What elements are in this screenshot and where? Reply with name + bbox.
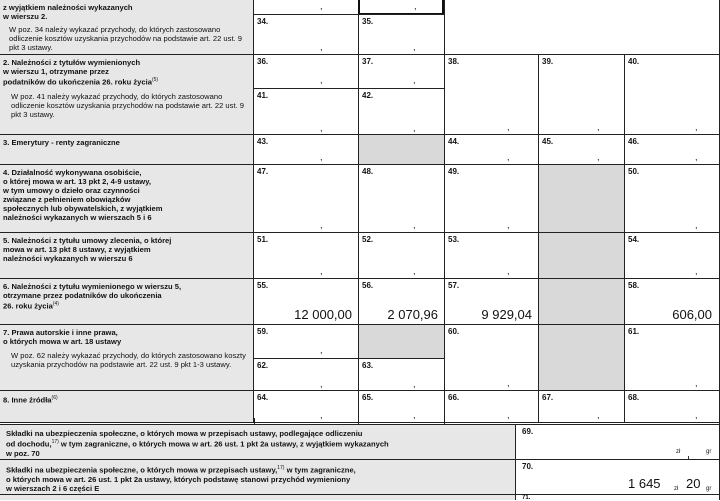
field-blocked-r4	[538, 165, 624, 233]
row-8	[0, 390, 720, 423]
field-37[interactable]	[358, 55, 444, 88]
comma: ,	[597, 152, 600, 162]
row-1	[0, 0, 720, 54]
field-55-value: 12 000,00	[294, 307, 352, 322]
field-69-gr: gr	[706, 449, 712, 455]
field-68[interactable]	[624, 391, 720, 423]
comma: ,	[597, 410, 600, 420]
field-57-value: 9 929,04	[481, 307, 532, 322]
field-44-number: 44.	[448, 137, 460, 146]
row-5-title: 5. Należności z tytułu umowy zlecenia, o której mowa w art. 13 pkt 8 ustawy, z wyjątkiem należności wykazanych w wierszu 6	[3, 236, 172, 263]
divider-tick	[444, 418, 445, 424]
comma: ,	[695, 122, 698, 132]
comma: ,	[695, 378, 698, 388]
comma: ,	[413, 75, 416, 85]
row-3-title: 3. Emerytury - renty zagraniczne	[3, 138, 120, 147]
field-61-number: 61.	[628, 327, 640, 336]
field-67-number: 67.	[542, 393, 554, 402]
field-53-number: 53.	[448, 235, 460, 244]
field-47-number: 47.	[257, 167, 269, 176]
field-51-number: 51.	[257, 235, 269, 244]
field-68-number: 68.	[628, 393, 640, 402]
field-61[interactable]	[624, 325, 720, 391]
bottom-row-70	[0, 459, 720, 494]
field-54[interactable]	[624, 233, 720, 279]
field-33-prev[interactable]	[254, 0, 358, 13]
comma: ,	[320, 266, 323, 276]
row-7-note: W poz. 62 należy wykazać przychody, do których zastosowano koszty uzyskania przychodów na podstawie art. 22 ust. 9 pkt 1-3 ustawy.	[11, 351, 246, 369]
row-4-title: 4. Działalność wykonywana osobiście, o której mowa w art. 13 pkt 2, 4-9 ustawy, w tym umowy o dzieło oraz czynności związane z pełnieniem obowiązków społecznych lub obywatelskich, z wyjątkiem należności wykazanych w wierszach 5 i 6	[3, 168, 163, 222]
contrib-69-text-b: w tym zagraniczne, o których mowa w art. 26 ust. 1 pkt 2a ustawy, z wyjątkiem wykazanych w poz. 70	[6, 439, 389, 458]
field-50-number: 50.	[628, 167, 640, 176]
field-60[interactable]	[444, 325, 538, 391]
field-56[interactable]	[358, 279, 444, 325]
field-blocked-r5	[538, 233, 624, 279]
comma: ,	[414, 1, 417, 11]
field-39[interactable]	[538, 55, 624, 135]
field-62[interactable]	[254, 358, 358, 391]
row-3-label	[0, 135, 254, 165]
comma: ,	[320, 123, 323, 133]
field-70[interactable]	[516, 460, 720, 495]
field-blocked-r7a	[358, 325, 444, 358]
field-34-number: 34.	[257, 17, 269, 26]
row-4-label	[0, 165, 254, 233]
row-7-title: 7. Prawa autorskie i inne prawa, o których mowa w art. 18 ustawy	[3, 328, 122, 346]
field-blocked-r3	[358, 135, 444, 165]
row-8-title-text: 8. Inne źródła	[3, 395, 52, 405]
field-blocked-r7b	[538, 325, 624, 391]
row-8-footnote: (6)	[51, 395, 58, 401]
field-53[interactable]	[444, 233, 538, 279]
row-1-title: z wyjątkiem należności wykazanych w wierszu 2.	[3, 3, 133, 21]
comma: ,	[413, 220, 416, 230]
field-37-number: 37.	[362, 57, 374, 66]
field-49[interactable]	[444, 165, 538, 233]
field-63[interactable]	[358, 358, 444, 391]
field-38-number: 38.	[448, 57, 460, 66]
field-blocked-r6	[538, 279, 624, 325]
contrib-70-footnote: 17)	[277, 465, 285, 471]
field-43-number: 43.	[257, 137, 269, 146]
field-44[interactable]	[444, 135, 538, 165]
field-69-zl: zł	[676, 449, 681, 455]
row-6-footnote: (4)	[52, 301, 59, 307]
row-1-note: W poz. 34 należy wykazać przychody, do których zastosowano odliczenie kosztów uzyskania przychodów na podstawie art. 22 ust. 9 pkt 3 ustawy.	[9, 25, 242, 52]
field-42-number: 42.	[362, 91, 374, 100]
field-60-number: 60.	[448, 327, 460, 336]
field-40[interactable]	[624, 55, 720, 135]
row-6-title	[3, 282, 249, 311]
field-67[interactable]	[538, 391, 624, 423]
field-70-gr-value: 20	[686, 476, 701, 491]
comma: ,	[413, 266, 416, 276]
field-35-number: 35.	[362, 17, 374, 26]
field-65[interactable]	[358, 391, 444, 423]
row-5	[0, 232, 720, 279]
field-35[interactable]	[358, 14, 444, 54]
field-55[interactable]	[254, 279, 358, 325]
comma: ,	[413, 379, 416, 389]
field-62-number: 62.	[257, 361, 269, 370]
field-42[interactable]	[358, 88, 444, 135]
field-46-number: 46.	[628, 137, 640, 146]
field-71-number: 71.	[522, 495, 531, 501]
field-39-number: 39.	[542, 57, 554, 66]
comma: ,	[413, 410, 416, 420]
contrib-69-text-a: Składki na ubezpieczenia społeczne, o których mowa w przepisach ustawy, podlegające odliczeniu od dochodu,	[6, 429, 363, 449]
contrib-69-footnote: 17)	[51, 439, 59, 446]
comma: ,	[695, 220, 698, 230]
row-6-label	[0, 279, 254, 325]
field-58[interactable]	[624, 279, 720, 325]
comma: ,	[320, 220, 323, 230]
row-7	[0, 324, 720, 391]
field-43[interactable]	[254, 135, 358, 165]
comma: ,	[507, 378, 510, 388]
bottom-row-69	[0, 424, 720, 459]
field-66[interactable]	[444, 391, 538, 423]
field-36[interactable]	[254, 55, 358, 88]
row-3	[0, 134, 720, 165]
field-41-number: 41.	[257, 91, 269, 100]
field-59[interactable]	[254, 325, 358, 358]
field-64-number: 64.	[257, 393, 269, 402]
field-52-number: 52.	[362, 235, 374, 244]
field-56-number: 56.	[362, 281, 374, 290]
row-1-label	[0, 0, 254, 54]
field-64[interactable]	[254, 391, 358, 423]
field-70-zl-value: 1 645	[628, 476, 661, 491]
field-38[interactable]	[444, 55, 538, 135]
row-2-title-text: 2. Należności z tytułów wymienionych w wierszu 1, otrzymane przez podatników do ukończenia 26. roku życia	[3, 58, 152, 87]
row-5-label	[0, 233, 254, 279]
comma: ,	[320, 42, 323, 52]
comma: ,	[320, 75, 323, 85]
bottom-row-70-label	[0, 460, 516, 494]
comma: ,	[413, 123, 416, 133]
field-70-zl: zł	[674, 486, 679, 492]
field-51[interactable]	[254, 233, 358, 279]
bottom-row-69-label	[0, 425, 516, 459]
comma: ,	[695, 266, 698, 276]
comma: ,	[320, 345, 323, 355]
comma: ,	[507, 266, 510, 276]
field-59-number: 59.	[257, 327, 269, 336]
comma: ,	[695, 152, 698, 162]
field-69[interactable]	[516, 425, 720, 460]
field-48[interactable]	[358, 165, 444, 233]
field-40-number: 40.	[628, 57, 640, 66]
field-58-value: 606,00	[672, 307, 712, 322]
comma: ,	[597, 122, 600, 132]
field-66-number: 66.	[448, 393, 460, 402]
comma: ,	[320, 1, 323, 11]
row-8-label	[0, 391, 254, 423]
row-2	[0, 54, 720, 135]
comma: ,	[695, 410, 698, 420]
row-8-title	[3, 394, 249, 405]
row-2-label	[0, 55, 254, 135]
comma: ,	[507, 220, 510, 230]
row-1-right-area	[444, 0, 720, 54]
comma: ,	[507, 410, 510, 420]
field-65-number: 65.	[362, 393, 374, 402]
bottom-row-71-label	[0, 495, 516, 500]
field-63-number: 63.	[362, 361, 374, 370]
comma: ,	[507, 122, 510, 132]
field-46[interactable]	[624, 135, 720, 165]
field-41[interactable]	[254, 88, 358, 135]
field-50[interactable]	[624, 165, 720, 233]
field-55-number: 55.	[257, 281, 269, 290]
field-52[interactable]	[358, 233, 444, 279]
field-45[interactable]	[538, 135, 624, 165]
field-70-gr: gr	[706, 486, 712, 492]
row-2-footnote: (5)	[151, 77, 159, 83]
comma: ,	[507, 152, 510, 162]
bottom-row-71	[0, 494, 720, 500]
field-48-number: 48.	[362, 167, 374, 176]
divider-tick	[254, 418, 255, 424]
divider-tick	[358, 418, 359, 424]
field-71[interactable]	[516, 495, 720, 501]
row-6	[0, 278, 720, 325]
row-6-title-text: 6. Należności z tytułu wymienionego w wierszu 5, otrzymane przez podatników do ukończenia 26. roku życia	[3, 282, 182, 311]
row-7-label	[0, 325, 254, 391]
field-58-number: 58.	[628, 281, 640, 290]
row-2-note: W poz. 41 należy wykazać przychody, do których zastosowano odliczenie kosztów uzyskania przychodów na podstawie art. 22 ust. 9 pkt 3 ustawy.	[11, 91, 244, 119]
comma: ,	[413, 42, 416, 52]
field-36-number: 36.	[257, 57, 269, 66]
section-divider	[0, 422, 720, 423]
field-70-number: 70.	[522, 462, 534, 471]
contrib-70-text-b: w tym zagraniczne, o których mowa w art. 26 ust. 1 pkt 2a ustawy, których podstawę stanowi przychód wymieniony w wierszach 2 i 6 części E	[6, 465, 356, 493]
field-34[interactable]	[254, 14, 358, 54]
field-57-number: 57.	[448, 281, 460, 290]
field-49-number: 49.	[448, 167, 460, 176]
comma: ,	[320, 379, 323, 389]
row-4	[0, 164, 720, 233]
field-highlighted-prev[interactable]	[358, 0, 444, 15]
field-56-value: 2 070,96	[387, 307, 438, 322]
field-45-number: 45.	[542, 137, 554, 146]
contrib-70-text-a: Składki na ubezpieczenia społeczne, o których mowa w przepisach ustawy,	[6, 465, 278, 475]
row-2-title	[3, 58, 249, 87]
field-54-number: 54.	[628, 235, 640, 244]
field-69-number: 69.	[522, 427, 534, 436]
field-57[interactable]	[444, 279, 538, 325]
comma: ,	[320, 152, 323, 162]
field-47[interactable]	[254, 165, 358, 233]
comma: ,	[320, 410, 323, 420]
